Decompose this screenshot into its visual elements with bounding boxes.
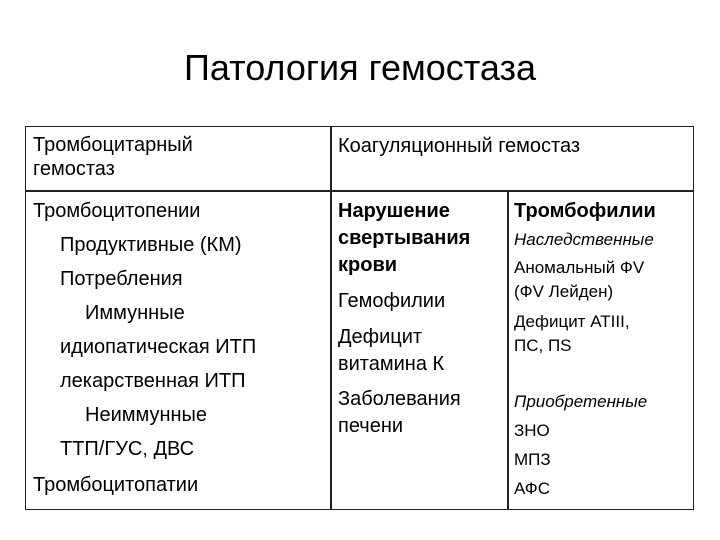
- coag-heading-line2: свертывания: [338, 227, 471, 249]
- coagulation-disorders-column: [338, 200, 470, 438]
- column-divider-main: [330, 126, 332, 510]
- header-left-line1: Тромбоцитарный: [33, 134, 193, 156]
- liver-disease-line2: печени: [338, 415, 404, 437]
- mpz-label: МПЗ: [514, 450, 551, 469]
- platelet-column: [33, 200, 256, 497]
- header-platelet-hemostasis: [33, 133, 193, 181]
- liver-disease-line1: Заболевания: [338, 388, 461, 410]
- header-divider: [25, 190, 694, 192]
- immune-label: Иммунные: [85, 302, 185, 324]
- ttp-dic-label: ТТП/ГУС, ДВС: [60, 438, 195, 460]
- hereditary-label: Наследственные: [514, 230, 654, 249]
- thrombophilia-column: [514, 200, 656, 499]
- coag-heading-line3: крови: [338, 254, 398, 276]
- deficit-line2: ПС, ПS: [514, 336, 572, 355]
- drug-itp-label: лекарственная ИТП: [60, 370, 246, 392]
- thrombocytopenia-label: Тромбоцитопении: [33, 200, 201, 222]
- coag-heading-line1: Нарушение: [338, 200, 450, 222]
- vitamin-k-line1: Дефицит: [338, 326, 423, 348]
- header-coagulation-hemostasis: Коагуляционный гемостаз: [338, 135, 581, 157]
- abnormal-fv-line2: (ФV Лейден): [514, 282, 614, 301]
- nonimmune-label: Неиммунные: [85, 404, 208, 426]
- hemophilia-label: Гемофилии: [338, 290, 446, 312]
- header-left-line2: гемостаз: [33, 158, 115, 180]
- zno-label: ЗНО: [514, 421, 550, 440]
- page-title: Патология гемостаза: [184, 47, 536, 88]
- vitamin-k-line2: витамина К: [338, 353, 445, 375]
- deficit-line1: Дефицит ATIII,: [514, 312, 630, 331]
- consumption-label: Потребления: [60, 268, 183, 290]
- productive-label: Продуктивные (КМ): [60, 234, 242, 256]
- column-divider-sub: [507, 190, 509, 510]
- abnormal-fv-line1: Аномальный ФV: [514, 258, 645, 277]
- thrombophilia-heading: Тромбофилии: [514, 200, 656, 222]
- afs-label: АФС: [514, 479, 550, 498]
- idiopathic-itp-label: идиопатическая ИТП: [60, 336, 257, 358]
- acquired-label: Приобретенные: [514, 392, 648, 411]
- thrombocytopathy-label: Тромбоцитопатии: [33, 474, 199, 496]
